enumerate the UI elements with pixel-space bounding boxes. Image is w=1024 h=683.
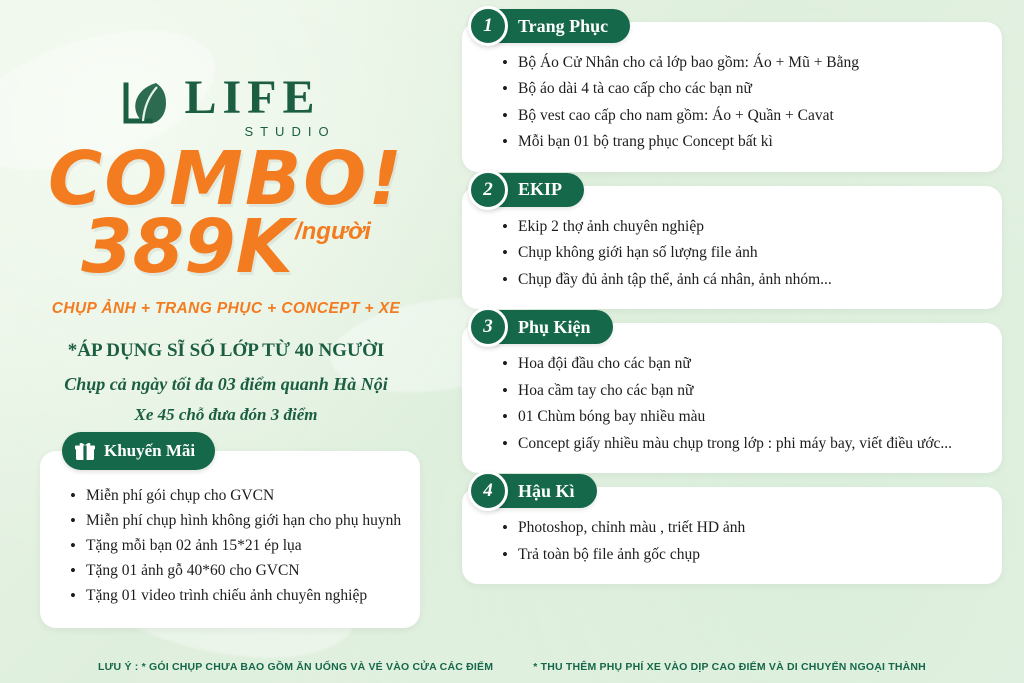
section-header: [468, 471, 597, 511]
note-class-size: *ÁP DỤNG SĨ SỐ LỚP TỪ 40 NGƯỜI: [67, 340, 385, 362]
promotion-title: Khuyến Mãi: [104, 441, 196, 461]
list-item: • Mỗi bạn 01 bộ trang phục Concept bất kì: [502, 131, 984, 153]
section-number-badge: 1: [468, 6, 508, 46]
list-item: • Tặng 01 video trình chiếu ảnh chuyên nghiệp: [70, 585, 404, 607]
list-item: • Miễn phí gói chụp cho GVCN: [70, 485, 404, 507]
price-row: [26, 204, 426, 291]
list-item: • Chụp đầy đủ ảnh tập thể, ảnh cá nhân, ảnh nhóm...: [502, 269, 984, 291]
note-shooting-day: Chụp cả ngày tối đa 03 điểm quanh Hà Nội: [64, 374, 388, 395]
list-item: • Hoa đội đầu cho các bạn nữ: [502, 353, 984, 375]
brand-name: LIFE: [184, 71, 321, 124]
brand-sub: STUDIO: [244, 124, 336, 139]
note-transport: Xe 45 chỗ đưa đón 3 điểm: [134, 405, 318, 425]
section-header: [468, 6, 630, 46]
section-number-badge: 2: [468, 170, 508, 210]
section-phu-kien: [462, 316, 1002, 473]
promotion-list: [70, 485, 404, 607]
section-title: Phụ Kiện: [492, 310, 613, 344]
section-ekip: [462, 178, 1002, 309]
left-panel: [0, 0, 452, 683]
list-item: • Bộ áo dài 4 tà cao cấp cho các bạn nữ: [502, 78, 984, 100]
section-header: [468, 170, 584, 210]
section-title: EKIP: [492, 173, 584, 207]
list-item: • Tặng 01 ảnh gỗ 40*60 cho GVCN: [70, 560, 404, 582]
list-item: • Tặng mỗi bạn 02 ảnh 15*21 ép lụa: [70, 535, 404, 557]
section-title: Trang Phục: [492, 9, 630, 43]
list-item: • Hoa cầm tay cho các bạn nữ: [502, 380, 984, 402]
price-unit: /người: [294, 218, 371, 246]
list-item: • Concept giấy nhiều màu chụp trong lớp : phi máy bay, viết điều ước...: [502, 433, 984, 455]
section-list: [502, 517, 984, 566]
right-panel: [452, 0, 1024, 683]
section-list: [502, 52, 984, 154]
services-line: CHỤP ẢNH + TRANG PHỤC + CONCEPT + XE: [51, 300, 401, 318]
section-hau-ki: [462, 480, 1002, 584]
section-number-badge: 4: [468, 471, 508, 511]
price-value: 389K: [81, 204, 293, 291]
section-list: [502, 216, 984, 291]
list-item: • Photoshop, chỉnh màu , triết HD ảnh: [502, 517, 984, 539]
footer: [0, 661, 1024, 673]
list-item: • Bộ vest cao cấp cho nam gồm: Áo + Quần + Cavat: [502, 105, 984, 127]
brand-logo: [26, 71, 426, 139]
gift-icon: [74, 440, 96, 462]
list-item: • Bộ Áo Cử Nhân cho cả lớp bao gồm: Áo + Mũ + Bằng: [502, 52, 984, 74]
logo-leaf-l-icon: [116, 77, 174, 135]
promotion-card: [40, 441, 420, 628]
list-item: • Ekip 2 thợ ảnh chuyên nghiệp: [502, 216, 984, 238]
list-item: • Miễn phí chụp hình không giới hạn cho phụ huynh: [70, 510, 404, 532]
list-item: • 01 Chùm bóng bay nhiều màu: [502, 406, 984, 428]
section-trang-phuc: [462, 15, 1002, 172]
combo-headline: COMBO!: [48, 136, 404, 222]
footer-note-right: * THU THÊM PHỤ PHÍ XE VÀO DỊP CAO ĐIỂM VÀ DI CHUYỂN NGOẠI THÀNH: [533, 661, 926, 673]
section-number-badge: 3: [468, 307, 508, 347]
list-item: • Chụp không giới hạn số lượng file ảnh: [502, 242, 984, 264]
section-header: [468, 307, 613, 347]
section-title: Hậu Kì: [492, 474, 597, 508]
promotion-title-badge: [62, 432, 215, 470]
list-item: • Trả toàn bộ file ảnh gốc chụp: [502, 544, 984, 566]
section-list: [502, 353, 984, 455]
footer-note-left: LƯU Ý : * GÓI CHỤP CHƯA BAO GỒM ĂN UỐNG VÀ VÉ VÀO CỬA CÁC ĐIỂM: [98, 661, 494, 673]
